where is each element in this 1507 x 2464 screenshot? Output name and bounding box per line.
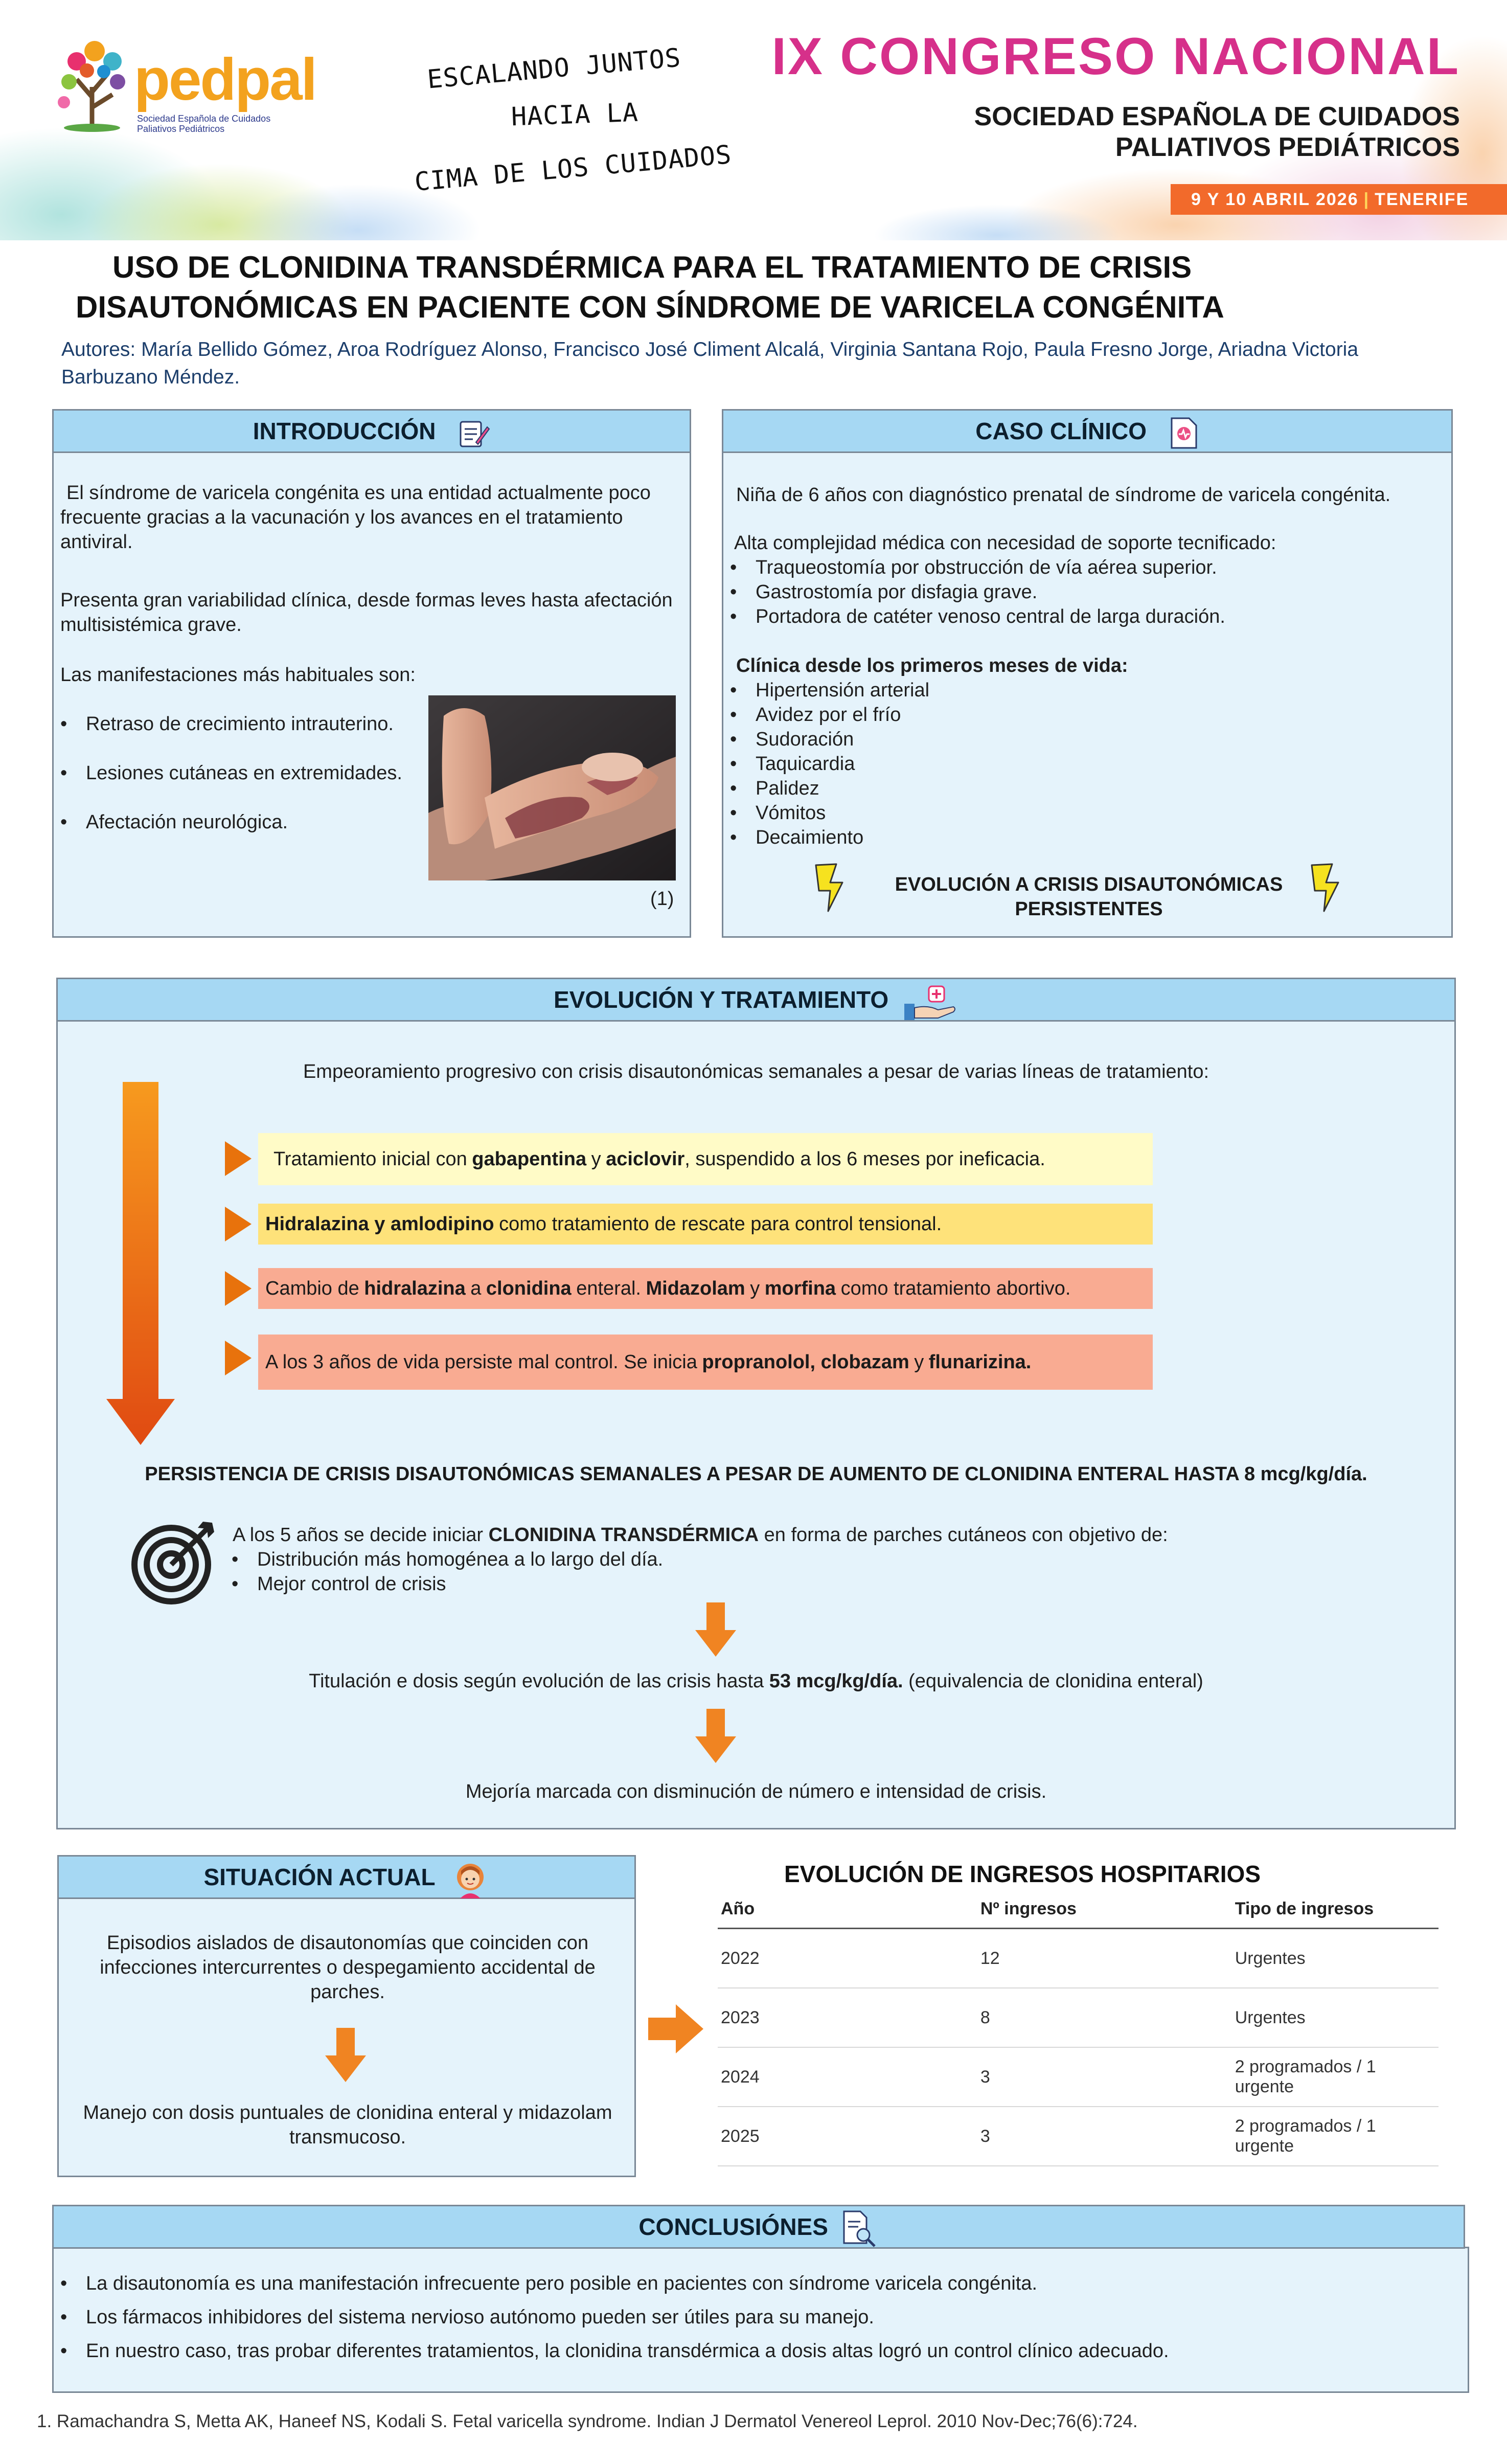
titration-dose: 53 mcg/kg/día. [769, 1670, 903, 1692]
drug-name: clonidina [486, 1278, 572, 1299]
lightning-left-icon [813, 862, 854, 913]
down-arrow-icon [695, 1709, 736, 1765]
society-line-2: PALIATIVOS PEDIÁTRICOS [1115, 132, 1460, 162]
list-item: • La disautonomía es una manifestación infrecuente pero posible en pacientes con síndrome varicela congénita. [56, 2271, 1457, 2296]
table-row [718, 2107, 1438, 2166]
hand-medicine-icon [902, 981, 958, 1022]
step-text: y [750, 1278, 760, 1299]
list-item: • Avidez por el frío [726, 703, 1186, 727]
list-item: • Decaimiento [726, 825, 1186, 850]
header-banner [0, 0, 1507, 240]
list-item: • Taquicardia [726, 752, 1186, 776]
table-row [718, 2048, 1438, 2107]
list-item: • Hipertensión arterial [726, 678, 1186, 703]
drug-name: flunarizina. [928, 1351, 1032, 1373]
drug-name: gabapentina [472, 1148, 587, 1170]
treatment-step-1 [258, 1133, 1153, 1185]
photo-reference: (1) [650, 888, 674, 910]
step-arrow [225, 1271, 252, 1306]
clinical-photo-arm-lesions [428, 695, 676, 880]
step-text: como tratamiento abortivo. [840, 1278, 1071, 1299]
case-support-list [726, 555, 1442, 629]
table-cell: 2 programados / 1 urgente [1235, 2057, 1376, 2096]
dates-separator: | [1363, 189, 1370, 209]
step-text: , suspendido a los 6 meses por ineficacia. [684, 1148, 1045, 1170]
case-evolution-line-1: EVOLUCIÓN A CRISIS DISAUTONÓMICAS [895, 874, 1283, 895]
case-clinic-list [726, 678, 1186, 850]
drug-name: Hidralazina y amlodipino [265, 1213, 494, 1235]
treatment-step-2 [258, 1204, 1153, 1245]
drug-name: Midazolam [646, 1278, 745, 1299]
dates-bar [1171, 184, 1507, 215]
target-icon [130, 1519, 217, 1606]
step-text: Tratamiento inicial con [273, 1148, 467, 1170]
table-cell: 12 [980, 1948, 1000, 1968]
reference: 1. Ramachandra S, Metta AK, Haneef NS, Kodali S. Fetal varicella syndrome. Indian J Dermatol Venereol Leprol. 2010 Nov-Dec;76(6):724. [37, 2411, 1138, 2431]
list-item: • Palidez [726, 776, 1186, 801]
transdermal-drug: CLONIDINA TRANSDÉRMICA [488, 1524, 759, 1546]
table-cell: 2024 [721, 2067, 760, 2087]
treatment-step-3 [258, 1268, 1153, 1309]
timeline-arrow [102, 1082, 179, 1446]
treatment-heading: EVOLUCIÓN Y TRATAMIENTO [554, 986, 889, 1013]
column-header: Tipo de ingresos [1235, 1898, 1374, 1918]
table-cell: 2023 [721, 2007, 760, 2027]
intro-manifestations-list [56, 712, 429, 834]
current-heading: SITUACIÓN ACTUAL [203, 1864, 435, 1890]
column-header: Nº ingresos [980, 1898, 1077, 1918]
treatment-step-4 [258, 1335, 1153, 1390]
step-arrow [225, 1341, 252, 1375]
case-paragraph-2: Alta complejidad médica con necesidad de soporte tecnificado: [734, 532, 1276, 554]
slogan-line-2: HACIA LA [511, 97, 639, 132]
list-item: • Distribución más homogénea a lo largo del día. [227, 1547, 943, 1572]
conclusions-header [52, 2205, 1465, 2249]
down-arrow-icon [325, 2028, 366, 2084]
poster-title-line-2: DISAUTONÓMICAS EN PACIENTE CON SÍNDROME DE VARICELA CONGÉNITA [76, 290, 1224, 324]
list-item: • Vómitos [726, 801, 1186, 825]
list-item: • Gastrostomía por disfagia grave. [726, 580, 1442, 604]
admissions-heading: EVOLUCIÓN DE INGRESOS HOSPITARIOS [784, 1861, 1261, 1887]
transdermal-text: en forma de parches cutáneos con objetivo de: [764, 1524, 1168, 1546]
step-text: enteral. [576, 1278, 641, 1299]
slogan-line-1: ESCALANDO JUNTOS [426, 42, 682, 95]
case-clinic-title: Clínica desde los primeros meses de vida: [736, 655, 1128, 676]
table-cell: Urgentes [1235, 2007, 1306, 2027]
list-item: • Lesiones cutáneas en extremidades. [56, 761, 429, 785]
step-text: Cambio de [265, 1278, 359, 1299]
table-row [718, 1988, 1438, 2048]
list-item: • Los fármacos inhibidores del sistema nervioso autónomo pueden ser útiles para su manejo. [56, 2305, 1457, 2330]
list-item: • En nuestro caso, tras probar diferentes tratamientos, la clonidina transdérmica a dosis altas logró un control clínico adecuado. [56, 2339, 1457, 2363]
conclusions-heading: CONCLUSIÓNES [638, 2213, 828, 2240]
medical-report-icon [1168, 416, 1199, 450]
poster-title-line-1: USO DE CLONIDINA TRANSDÉRMICA PARA EL TRATAMIENTO DE CRISIS [112, 250, 1192, 284]
table-cell: 2022 [721, 1948, 760, 1968]
notepad-pencil-icon [458, 417, 490, 449]
list-item: • Sudoración [726, 727, 1186, 752]
step-text: a [470, 1278, 482, 1299]
step-text: A los 3 años de vida persiste mal control. Se inicia [265, 1351, 697, 1373]
society-line-1: SOCIEDAD ESPAÑOLA DE CUIDADOS [974, 102, 1460, 131]
transdermal-line [233, 1523, 1408, 1547]
drug-name: propranolol, clobazam [702, 1351, 909, 1373]
authors-line-2: Barbuzano Méndez. [61, 366, 240, 388]
drug-name: morfina [764, 1278, 836, 1299]
transdermal-goals [227, 1547, 943, 1596]
intro-header [52, 409, 691, 453]
table-header-row [718, 1890, 1438, 1929]
table-cell: Urgentes [1235, 1948, 1306, 1968]
intro-heading: INTRODUCCIÓN [253, 418, 436, 444]
table-row [718, 1929, 1438, 1988]
treatment-intro: Empeoramiento progresivo con crisis disautonómicas semanales a pesar de varias líneas de tratamiento: [303, 1061, 1209, 1082]
treatment-panel [56, 978, 1456, 1829]
list-item: • Traqueostomía por obstrucción de vía aérea superior. [726, 555, 1442, 580]
table-cell: 2 programados / 1 urgente [1235, 2116, 1376, 2156]
treatment-header [56, 978, 1456, 1022]
congress-dates: 9 Y 10 ABRIL 2026 [1191, 189, 1359, 209]
lightning-right-icon [1309, 862, 1350, 913]
column-header: Año [721, 1898, 755, 1918]
case-evolution-note [869, 872, 1309, 921]
titration-text: (equivalencia de clonidina enteral) [908, 1670, 1203, 1692]
case-evolution-line-2: PERSISTENTES [1015, 898, 1163, 920]
girl-avatar-icon [451, 1860, 490, 1898]
list-item: • Retraso de crecimiento intrauterino. [56, 712, 429, 736]
logo-wordmark: pedpal [134, 46, 316, 112]
right-arrow-icon [648, 2004, 704, 2053]
slogan-line-3: CIMA DE LOS CUIDADOS [413, 140, 733, 197]
list-item: • Mejor control de crisis [227, 1572, 943, 1596]
current-header [57, 1855, 636, 1899]
logo-subtitle: Sociedad Española de Cuidados Paliativos Pediátricos [137, 114, 271, 134]
titration-line [56, 1669, 1456, 1693]
document-search-icon [840, 2209, 879, 2248]
step-text: y [591, 1148, 601, 1170]
down-arrow-icon [695, 1602, 736, 1659]
intro-paragraph-1: El síndrome de varicela congénita es una entidad actualmente poco frecuente gracias a la vacunación y los avances en el tratamiento antiviral. [60, 482, 651, 553]
drug-name: hidralazina [364, 1278, 466, 1299]
authors-line-1: Autores: María Bellido Gómez, Aroa Rodríguez Alonso, Francisco José Climent Alcalá, Virginia Santana Rojo, Paula Fresno Jorge, Ariadna Victoria [61, 338, 1359, 360]
step-text: como tratamiento de rescate para control tensional. [499, 1213, 942, 1235]
admissions-table [718, 1890, 1438, 2166]
intro-paragraph-2: Presenta gran variabilidad clínica, desde formas leves hasta afectación multisistémica grave. [60, 590, 673, 636]
step-text: y [914, 1351, 924, 1373]
congress-place: TENERIFE [1375, 189, 1469, 209]
step-arrow [225, 1207, 252, 1241]
congress-title: IX CONGRESO NACIONAL [771, 27, 1460, 85]
step-arrow [225, 1141, 252, 1176]
list-item: • Portadora de catéter venoso central de larga duración. [726, 604, 1442, 629]
case-heading: CASO CLÍNICO [975, 418, 1147, 444]
persistence-statement: PERSISTENCIA DE CRISIS DISAUTONÓMICAS SEMANALES A PESAR DE AUMENTO DE CLONIDINA ENTERAL HASTA 8 mcg/kg/día. [145, 1463, 1367, 1485]
case-header [722, 409, 1453, 453]
titration-text: Titulación e dosis según evolución de las crisis hasta [309, 1670, 764, 1692]
case-paragraph-1: Niña de 6 años con diagnóstico prenatal de síndrome de varicela congénita. [736, 484, 1391, 506]
conclusions-list [56, 2271, 1457, 2363]
current-paragraph-2: Manejo con dosis puntuales de clonidina enteral y midazolam transmucoso. [83, 2102, 612, 2148]
table-cell: 8 [980, 2007, 990, 2027]
tree-logo-icon [49, 31, 135, 133]
drug-name: aciclovir [606, 1148, 685, 1170]
transdermal-text: A los 5 años se decide iniciar [233, 1524, 484, 1546]
current-paragraph-1: Episodios aislados de disautonomías que coinciden con infecciones intercurrentes o despegamiento accidental de parches. [100, 1932, 596, 2003]
table-cell: 2025 [721, 2126, 760, 2146]
improvement-line: Mejoría marcada con disminución de número e intensidad de crisis. [465, 1781, 1047, 1802]
intro-paragraph-3: Las manifestaciones más habituales son: [60, 664, 416, 686]
list-item: • Afectación neurológica. [56, 810, 429, 834]
table-cell: 3 [980, 2067, 990, 2087]
table-cell: 3 [980, 2126, 990, 2146]
